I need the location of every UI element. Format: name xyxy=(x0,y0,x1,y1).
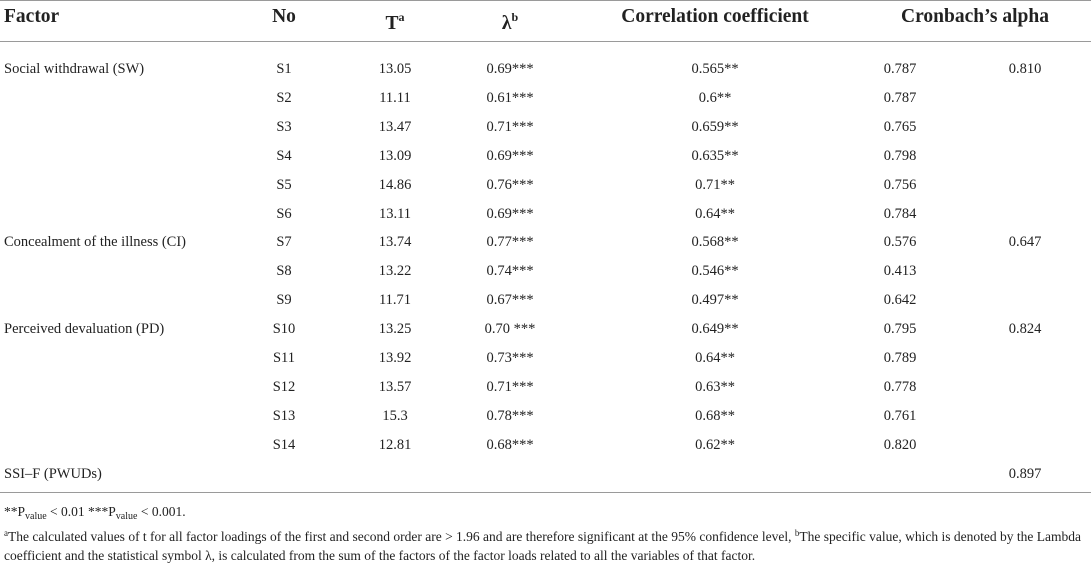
cell-no: S13 xyxy=(272,407,296,424)
cell-alpha-item: 0.784 xyxy=(883,205,917,222)
cell-lambda: 0.68*** xyxy=(486,436,534,453)
cell-alpha-item: 0.756 xyxy=(883,176,917,193)
table-row xyxy=(0,430,1091,460)
cell-alpha-item: 0.820 xyxy=(883,436,917,453)
cell-no: S12 xyxy=(272,378,296,395)
table-row xyxy=(0,83,1091,113)
cell-correlation: 0.635** xyxy=(691,147,739,164)
cell-alpha-item: 0.789 xyxy=(883,350,917,366)
cell-t: 13.25 xyxy=(378,321,412,338)
cell-lambda: 0.74*** xyxy=(486,263,534,280)
cell-no: S1 xyxy=(276,61,292,77)
cell-correlation: 0.63** xyxy=(695,378,735,395)
cell-no: S3 xyxy=(276,118,292,135)
table-row xyxy=(0,401,1091,431)
cell-correlation: 0.64** xyxy=(695,205,735,222)
cell-lambda: 0.71*** xyxy=(486,118,534,135)
cell-t: 13.47 xyxy=(378,118,412,135)
header-correlation: Correlation coefficient xyxy=(621,6,809,27)
cell-t: 14.86 xyxy=(378,176,412,193)
cell-t: 13.22 xyxy=(378,263,412,280)
cell-correlation: 0.649** xyxy=(691,321,739,338)
cell-correlation: 0.6** xyxy=(698,89,732,106)
cell-alpha-item: 0.778 xyxy=(883,378,917,395)
cell-no: S5 xyxy=(276,176,292,193)
table-row xyxy=(0,256,1091,286)
footnote-definitions xyxy=(4,524,1089,565)
sig-1-sub: value xyxy=(25,511,47,522)
cell-alpha-item: 0.576 xyxy=(883,234,917,251)
cell-t: 13.74 xyxy=(378,234,412,251)
header-lambda xyxy=(460,0,560,41)
cell-t: 11.11 xyxy=(379,89,411,106)
cell-lambda: 0.76*** xyxy=(486,176,534,193)
cell-alpha-item: 0.761 xyxy=(883,407,917,424)
sig-2-sub: value xyxy=(115,511,138,522)
table-row xyxy=(0,170,1091,200)
table-row xyxy=(0,285,1091,315)
cell-lambda: 0.69*** xyxy=(486,61,534,77)
table-bottom-rule xyxy=(0,492,1091,493)
cell-alpha-factor: 0.810 xyxy=(1008,61,1042,77)
header-no: No xyxy=(272,6,296,27)
cell-correlation: 0.62** xyxy=(695,436,735,453)
note-a-text: The calculated values of t for all factor loadings of the first and second order are > 1.96 and are therefore significant at the 95% confidence level, xyxy=(8,529,795,544)
cell-alpha-item: 0.413 xyxy=(883,263,917,280)
cell-no: S4 xyxy=(276,147,292,164)
cell-alpha-factor: 0.647 xyxy=(1008,234,1042,251)
cell-t: 13.11 xyxy=(378,205,412,222)
header-t-base: T xyxy=(385,13,399,34)
cell-alpha-factor: 0.897 xyxy=(1008,465,1042,482)
cell-t: 12.81 xyxy=(378,436,412,453)
table-row xyxy=(0,372,1091,402)
cell-alpha-item: 0.765 xyxy=(883,118,917,135)
header-bottom-rule xyxy=(0,41,1091,42)
table-row xyxy=(0,314,1091,344)
cell-t: 13.09 xyxy=(378,147,412,164)
table-row xyxy=(0,112,1091,142)
cell-factor: SSI–F (PWUDs) xyxy=(4,465,102,482)
cell-alpha-item: 0.787 xyxy=(883,89,917,106)
cell-alpha-item: 0.795 xyxy=(883,321,917,338)
cell-correlation: 0.546** xyxy=(691,263,739,280)
table-row xyxy=(0,54,1091,84)
cell-alpha-item: 0.642 xyxy=(883,292,917,309)
cell-alpha-item: 0.787 xyxy=(883,61,917,77)
cell-no: S9 xyxy=(276,292,292,309)
cell-no: S10 xyxy=(272,321,296,338)
header-lambda-base: λ xyxy=(501,13,512,34)
cell-no: S2 xyxy=(276,89,292,106)
cell-correlation: 0.71** xyxy=(695,176,735,193)
cell-lambda: 0.69*** xyxy=(486,205,534,222)
table-row xyxy=(0,141,1091,171)
cell-t: 13.05 xyxy=(378,61,412,77)
cell-correlation: 0.659** xyxy=(691,118,739,135)
cell-lambda: 0.69*** xyxy=(486,147,534,164)
cell-correlation: 0.68** xyxy=(695,407,735,424)
cell-no: S6 xyxy=(276,205,292,222)
cell-lambda: 0.61*** xyxy=(486,89,534,106)
cell-factor: Concealment of the illness (CI) xyxy=(4,234,187,251)
cell-correlation: 0.497** xyxy=(691,292,739,309)
cell-t: 15.3 xyxy=(382,407,408,424)
header-t xyxy=(355,0,435,41)
cell-t: 13.57 xyxy=(378,378,412,395)
cell-alpha-item: 0.798 xyxy=(883,147,917,164)
cell-correlation: 0.565** xyxy=(691,61,739,77)
cell-factor: Social withdrawal (SW) xyxy=(4,61,145,77)
note-b-text: The specific value, which is denoted by the Lambda coefficient and the statistical symbol λ, is calculated from the sum of the factors of the factor loads related to all the variables of that factor. xyxy=(4,529,1081,563)
header-lambda-sup: b xyxy=(511,10,519,24)
cell-correlation: 0.64** xyxy=(695,350,735,366)
cell-lambda: 0.73*** xyxy=(486,350,534,366)
cell-lambda: 0.77*** xyxy=(486,234,534,251)
cell-correlation: 0.568** xyxy=(691,234,739,251)
sig-1-suffix: < 0.01 ***P xyxy=(46,504,116,519)
table-row xyxy=(0,199,1091,229)
cell-t: 13.92 xyxy=(378,350,412,366)
cell-alpha-factor: 0.824 xyxy=(1008,321,1042,338)
sig-1-prefix: **P xyxy=(4,504,26,519)
cell-lambda: 0.71*** xyxy=(486,378,534,395)
footnote-significance xyxy=(4,502,1089,526)
cell-lambda: 0.67*** xyxy=(486,292,534,309)
cell-factor: Perceived devaluation (PD) xyxy=(4,321,165,338)
header-alpha: Cronbach’s alpha xyxy=(901,6,1049,27)
cell-lambda: 0.70 *** xyxy=(484,321,536,338)
cell-t: 11.71 xyxy=(378,292,412,309)
sig-2-suffix: < 0.001. xyxy=(137,504,186,519)
header-t-sup: a xyxy=(398,10,405,24)
table-row xyxy=(0,343,1091,373)
table-row xyxy=(0,227,1091,257)
note-a-mark: a xyxy=(4,528,8,538)
cell-no: S8 xyxy=(276,263,292,280)
cell-no: S7 xyxy=(276,234,292,251)
cell-no: S11 xyxy=(272,350,296,366)
cell-lambda: 0.78*** xyxy=(486,407,534,424)
header-factor: Factor xyxy=(4,6,60,27)
note-b-mark: b xyxy=(794,528,800,538)
table-row xyxy=(0,459,1091,489)
table-header-row xyxy=(0,0,1091,34)
cell-no: S14 xyxy=(272,436,296,453)
